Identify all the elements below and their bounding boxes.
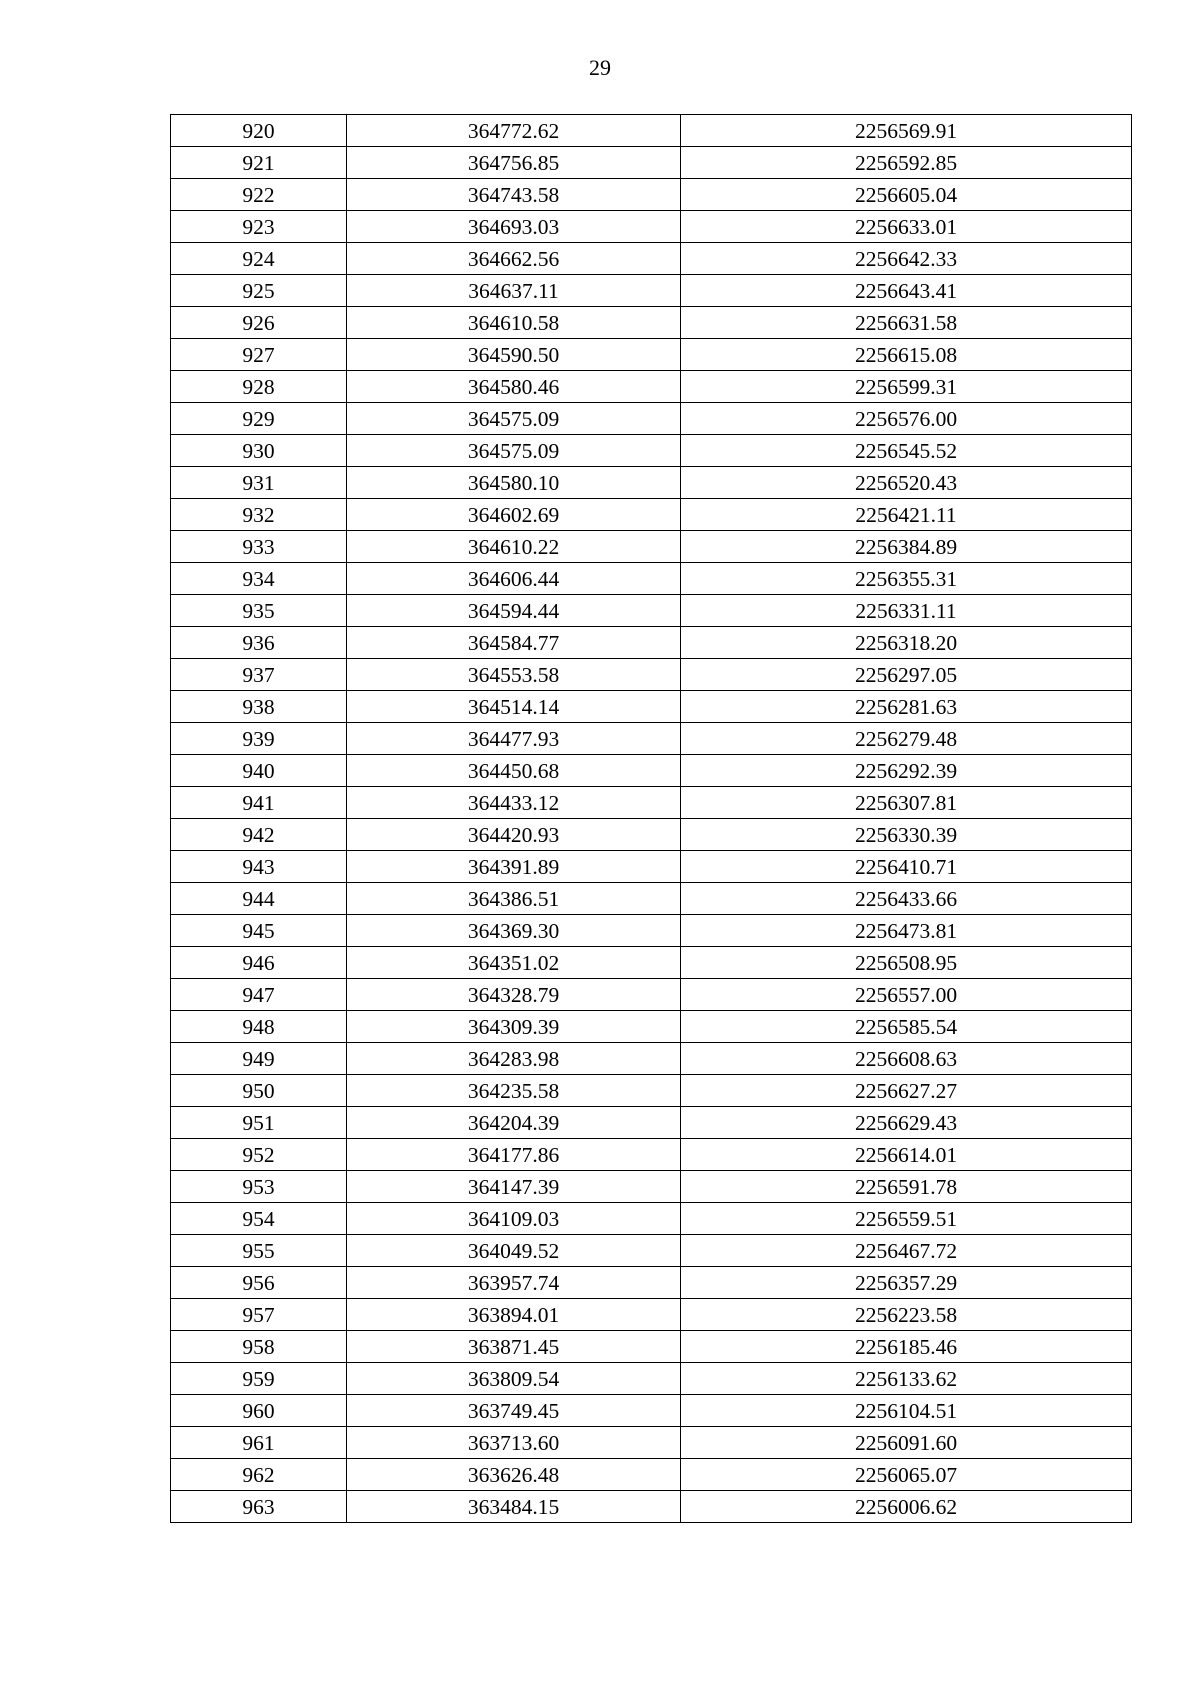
point-number-cell: 921	[171, 147, 347, 179]
y-coordinate-cell: 2256615.08	[681, 339, 1132, 371]
point-number-cell: 960	[171, 1395, 347, 1427]
y-coordinate-cell: 2256297.05	[681, 659, 1132, 691]
point-number-cell: 952	[171, 1139, 347, 1171]
y-coordinate-cell: 2256467.72	[681, 1235, 1132, 1267]
table-row	[171, 1043, 1132, 1075]
point-number-cell: 946	[171, 947, 347, 979]
point-number-cell: 926	[171, 307, 347, 339]
x-coordinate-cell: 364610.58	[347, 307, 681, 339]
table-row	[171, 1171, 1132, 1203]
point-number-cell: 954	[171, 1203, 347, 1235]
y-coordinate-cell: 2256279.48	[681, 723, 1132, 755]
point-number-cell: 927	[171, 339, 347, 371]
point-number-cell: 932	[171, 499, 347, 531]
point-number-cell: 949	[171, 1043, 347, 1075]
table-row	[171, 883, 1132, 915]
y-coordinate-cell: 2256557.00	[681, 979, 1132, 1011]
point-number-cell: 922	[171, 179, 347, 211]
x-coordinate-cell: 363749.45	[347, 1395, 681, 1427]
x-coordinate-cell: 364204.39	[347, 1107, 681, 1139]
point-number-cell: 930	[171, 435, 347, 467]
x-coordinate-cell: 364553.58	[347, 659, 681, 691]
table-row	[171, 1267, 1132, 1299]
y-coordinate-cell: 2256545.52	[681, 435, 1132, 467]
table-row	[171, 1203, 1132, 1235]
point-number-cell: 938	[171, 691, 347, 723]
x-coordinate-cell: 364610.22	[347, 531, 681, 563]
table-row	[171, 947, 1132, 979]
x-coordinate-cell: 364580.46	[347, 371, 681, 403]
coordinates-table-body	[171, 115, 1132, 1523]
x-coordinate-cell: 364235.58	[347, 1075, 681, 1107]
y-coordinate-cell: 2256473.81	[681, 915, 1132, 947]
table-row	[171, 1427, 1132, 1459]
x-coordinate-cell: 363484.15	[347, 1491, 681, 1523]
point-number-cell: 923	[171, 211, 347, 243]
y-coordinate-cell: 2256642.33	[681, 243, 1132, 275]
x-coordinate-cell: 364328.79	[347, 979, 681, 1011]
point-number-cell: 920	[171, 115, 347, 147]
table-row	[171, 979, 1132, 1011]
y-coordinate-cell: 2256591.78	[681, 1171, 1132, 1203]
point-number-cell: 944	[171, 883, 347, 915]
table-row	[171, 1107, 1132, 1139]
table-row	[171, 915, 1132, 947]
y-coordinate-cell: 2256520.43	[681, 467, 1132, 499]
x-coordinate-cell: 364662.56	[347, 243, 681, 275]
x-coordinate-cell: 364575.09	[347, 435, 681, 467]
table-row	[171, 1491, 1132, 1523]
x-coordinate-cell: 363713.60	[347, 1427, 681, 1459]
y-coordinate-cell: 2256605.04	[681, 179, 1132, 211]
point-number-cell: 931	[171, 467, 347, 499]
y-coordinate-cell: 2256508.95	[681, 947, 1132, 979]
y-coordinate-cell: 2256592.85	[681, 147, 1132, 179]
table-row	[171, 1011, 1132, 1043]
x-coordinate-cell: 364283.98	[347, 1043, 681, 1075]
point-number-cell: 935	[171, 595, 347, 627]
x-coordinate-cell: 364594.44	[347, 595, 681, 627]
point-number-cell: 962	[171, 1459, 347, 1491]
point-number-cell: 953	[171, 1171, 347, 1203]
y-coordinate-cell: 2256318.20	[681, 627, 1132, 659]
x-coordinate-cell: 364386.51	[347, 883, 681, 915]
y-coordinate-cell: 2256357.29	[681, 1267, 1132, 1299]
table-row	[171, 403, 1132, 435]
y-coordinate-cell: 2256065.07	[681, 1459, 1132, 1491]
table-row	[171, 499, 1132, 531]
point-number-cell: 924	[171, 243, 347, 275]
table-row	[171, 595, 1132, 627]
y-coordinate-cell: 2256433.66	[681, 883, 1132, 915]
x-coordinate-cell: 364756.85	[347, 147, 681, 179]
x-coordinate-cell: 364391.89	[347, 851, 681, 883]
table-row	[171, 147, 1132, 179]
x-coordinate-cell: 364584.77	[347, 627, 681, 659]
y-coordinate-cell: 2256643.41	[681, 275, 1132, 307]
table-row	[171, 563, 1132, 595]
table-row	[171, 531, 1132, 563]
point-number-cell: 959	[171, 1363, 347, 1395]
table-row	[171, 467, 1132, 499]
y-coordinate-cell: 2256355.31	[681, 563, 1132, 595]
x-coordinate-cell: 364147.39	[347, 1171, 681, 1203]
x-coordinate-cell: 364450.68	[347, 755, 681, 787]
x-coordinate-cell: 363871.45	[347, 1331, 681, 1363]
table-row	[171, 179, 1132, 211]
y-coordinate-cell: 2256585.54	[681, 1011, 1132, 1043]
y-coordinate-cell: 2256104.51	[681, 1395, 1132, 1427]
point-number-cell: 925	[171, 275, 347, 307]
x-coordinate-cell: 364575.09	[347, 403, 681, 435]
point-number-cell: 951	[171, 1107, 347, 1139]
table-row	[171, 819, 1132, 851]
table-row	[171, 691, 1132, 723]
point-number-cell: 928	[171, 371, 347, 403]
x-coordinate-cell: 364602.69	[347, 499, 681, 531]
point-number-cell: 957	[171, 1299, 347, 1331]
point-number-cell: 955	[171, 1235, 347, 1267]
y-coordinate-cell: 2256410.71	[681, 851, 1132, 883]
x-coordinate-cell: 364590.50	[347, 339, 681, 371]
table-row	[171, 1139, 1132, 1171]
x-coordinate-cell: 364477.93	[347, 723, 681, 755]
x-coordinate-cell: 364309.39	[347, 1011, 681, 1043]
table-row	[171, 243, 1132, 275]
y-coordinate-cell: 2256185.46	[681, 1331, 1132, 1363]
table-row	[171, 1075, 1132, 1107]
y-coordinate-cell: 2256331.11	[681, 595, 1132, 627]
point-number-cell: 936	[171, 627, 347, 659]
point-number-cell: 948	[171, 1011, 347, 1043]
y-coordinate-cell: 2256133.62	[681, 1363, 1132, 1395]
table-row	[171, 1299, 1132, 1331]
table-row	[171, 1395, 1132, 1427]
x-coordinate-cell: 363894.01	[347, 1299, 681, 1331]
point-number-cell: 963	[171, 1491, 347, 1523]
point-number-cell: 956	[171, 1267, 347, 1299]
table-row	[171, 435, 1132, 467]
point-number-cell: 941	[171, 787, 347, 819]
y-coordinate-cell: 2256281.63	[681, 691, 1132, 723]
point-number-cell: 929	[171, 403, 347, 435]
y-coordinate-cell: 2256631.58	[681, 307, 1132, 339]
y-coordinate-cell: 2256629.43	[681, 1107, 1132, 1139]
point-number-cell: 939	[171, 723, 347, 755]
x-coordinate-cell: 364109.03	[347, 1203, 681, 1235]
x-coordinate-cell: 364693.03	[347, 211, 681, 243]
coordinates-table	[170, 114, 1132, 1523]
y-coordinate-cell: 2256006.62	[681, 1491, 1132, 1523]
y-coordinate-cell: 2256330.39	[681, 819, 1132, 851]
point-number-cell: 934	[171, 563, 347, 595]
y-coordinate-cell: 2256559.51	[681, 1203, 1132, 1235]
point-number-cell: 933	[171, 531, 347, 563]
table-row	[171, 275, 1132, 307]
x-coordinate-cell: 364580.10	[347, 467, 681, 499]
table-row	[171, 627, 1132, 659]
x-coordinate-cell: 363957.74	[347, 1267, 681, 1299]
table-row	[171, 1235, 1132, 1267]
table-row	[171, 307, 1132, 339]
table-row	[171, 371, 1132, 403]
table-row	[171, 115, 1132, 147]
y-coordinate-cell: 2256569.91	[681, 115, 1132, 147]
point-number-cell: 940	[171, 755, 347, 787]
x-coordinate-cell: 364177.86	[347, 1139, 681, 1171]
y-coordinate-cell: 2256384.89	[681, 531, 1132, 563]
y-coordinate-cell: 2256292.39	[681, 755, 1132, 787]
point-number-cell: 961	[171, 1427, 347, 1459]
table-row	[171, 851, 1132, 883]
x-coordinate-cell: 364514.14	[347, 691, 681, 723]
x-coordinate-cell: 364351.02	[347, 947, 681, 979]
y-coordinate-cell: 2256091.60	[681, 1427, 1132, 1459]
point-number-cell: 950	[171, 1075, 347, 1107]
table-row	[171, 339, 1132, 371]
x-coordinate-cell: 364743.58	[347, 179, 681, 211]
table-row	[171, 211, 1132, 243]
x-coordinate-cell: 364433.12	[347, 787, 681, 819]
page-number: 29	[589, 55, 611, 80]
x-coordinate-cell: 363626.48	[347, 1459, 681, 1491]
y-coordinate-cell: 2256599.31	[681, 371, 1132, 403]
y-coordinate-cell: 2256633.01	[681, 211, 1132, 243]
table-row	[171, 755, 1132, 787]
x-coordinate-cell: 364637.11	[347, 275, 681, 307]
point-number-cell: 945	[171, 915, 347, 947]
table-row	[171, 787, 1132, 819]
y-coordinate-cell: 2256223.58	[681, 1299, 1132, 1331]
table-row	[171, 1363, 1132, 1395]
y-coordinate-cell: 2256421.11	[681, 499, 1132, 531]
point-number-cell: 943	[171, 851, 347, 883]
table-row	[171, 1459, 1132, 1491]
point-number-cell: 947	[171, 979, 347, 1011]
point-number-cell: 958	[171, 1331, 347, 1363]
point-number-cell: 942	[171, 819, 347, 851]
x-coordinate-cell: 364772.62	[347, 115, 681, 147]
x-coordinate-cell: 363809.54	[347, 1363, 681, 1395]
x-coordinate-cell: 364420.93	[347, 819, 681, 851]
x-coordinate-cell: 364606.44	[347, 563, 681, 595]
y-coordinate-cell: 2256307.81	[681, 787, 1132, 819]
table-row	[171, 1331, 1132, 1363]
x-coordinate-cell: 364369.30	[347, 915, 681, 947]
point-number-cell: 937	[171, 659, 347, 691]
y-coordinate-cell: 2256608.63	[681, 1043, 1132, 1075]
table-row	[171, 659, 1132, 691]
x-coordinate-cell: 364049.52	[347, 1235, 681, 1267]
y-coordinate-cell: 2256627.27	[681, 1075, 1132, 1107]
y-coordinate-cell: 2256576.00	[681, 403, 1132, 435]
table-row	[171, 723, 1132, 755]
y-coordinate-cell: 2256614.01	[681, 1139, 1132, 1171]
